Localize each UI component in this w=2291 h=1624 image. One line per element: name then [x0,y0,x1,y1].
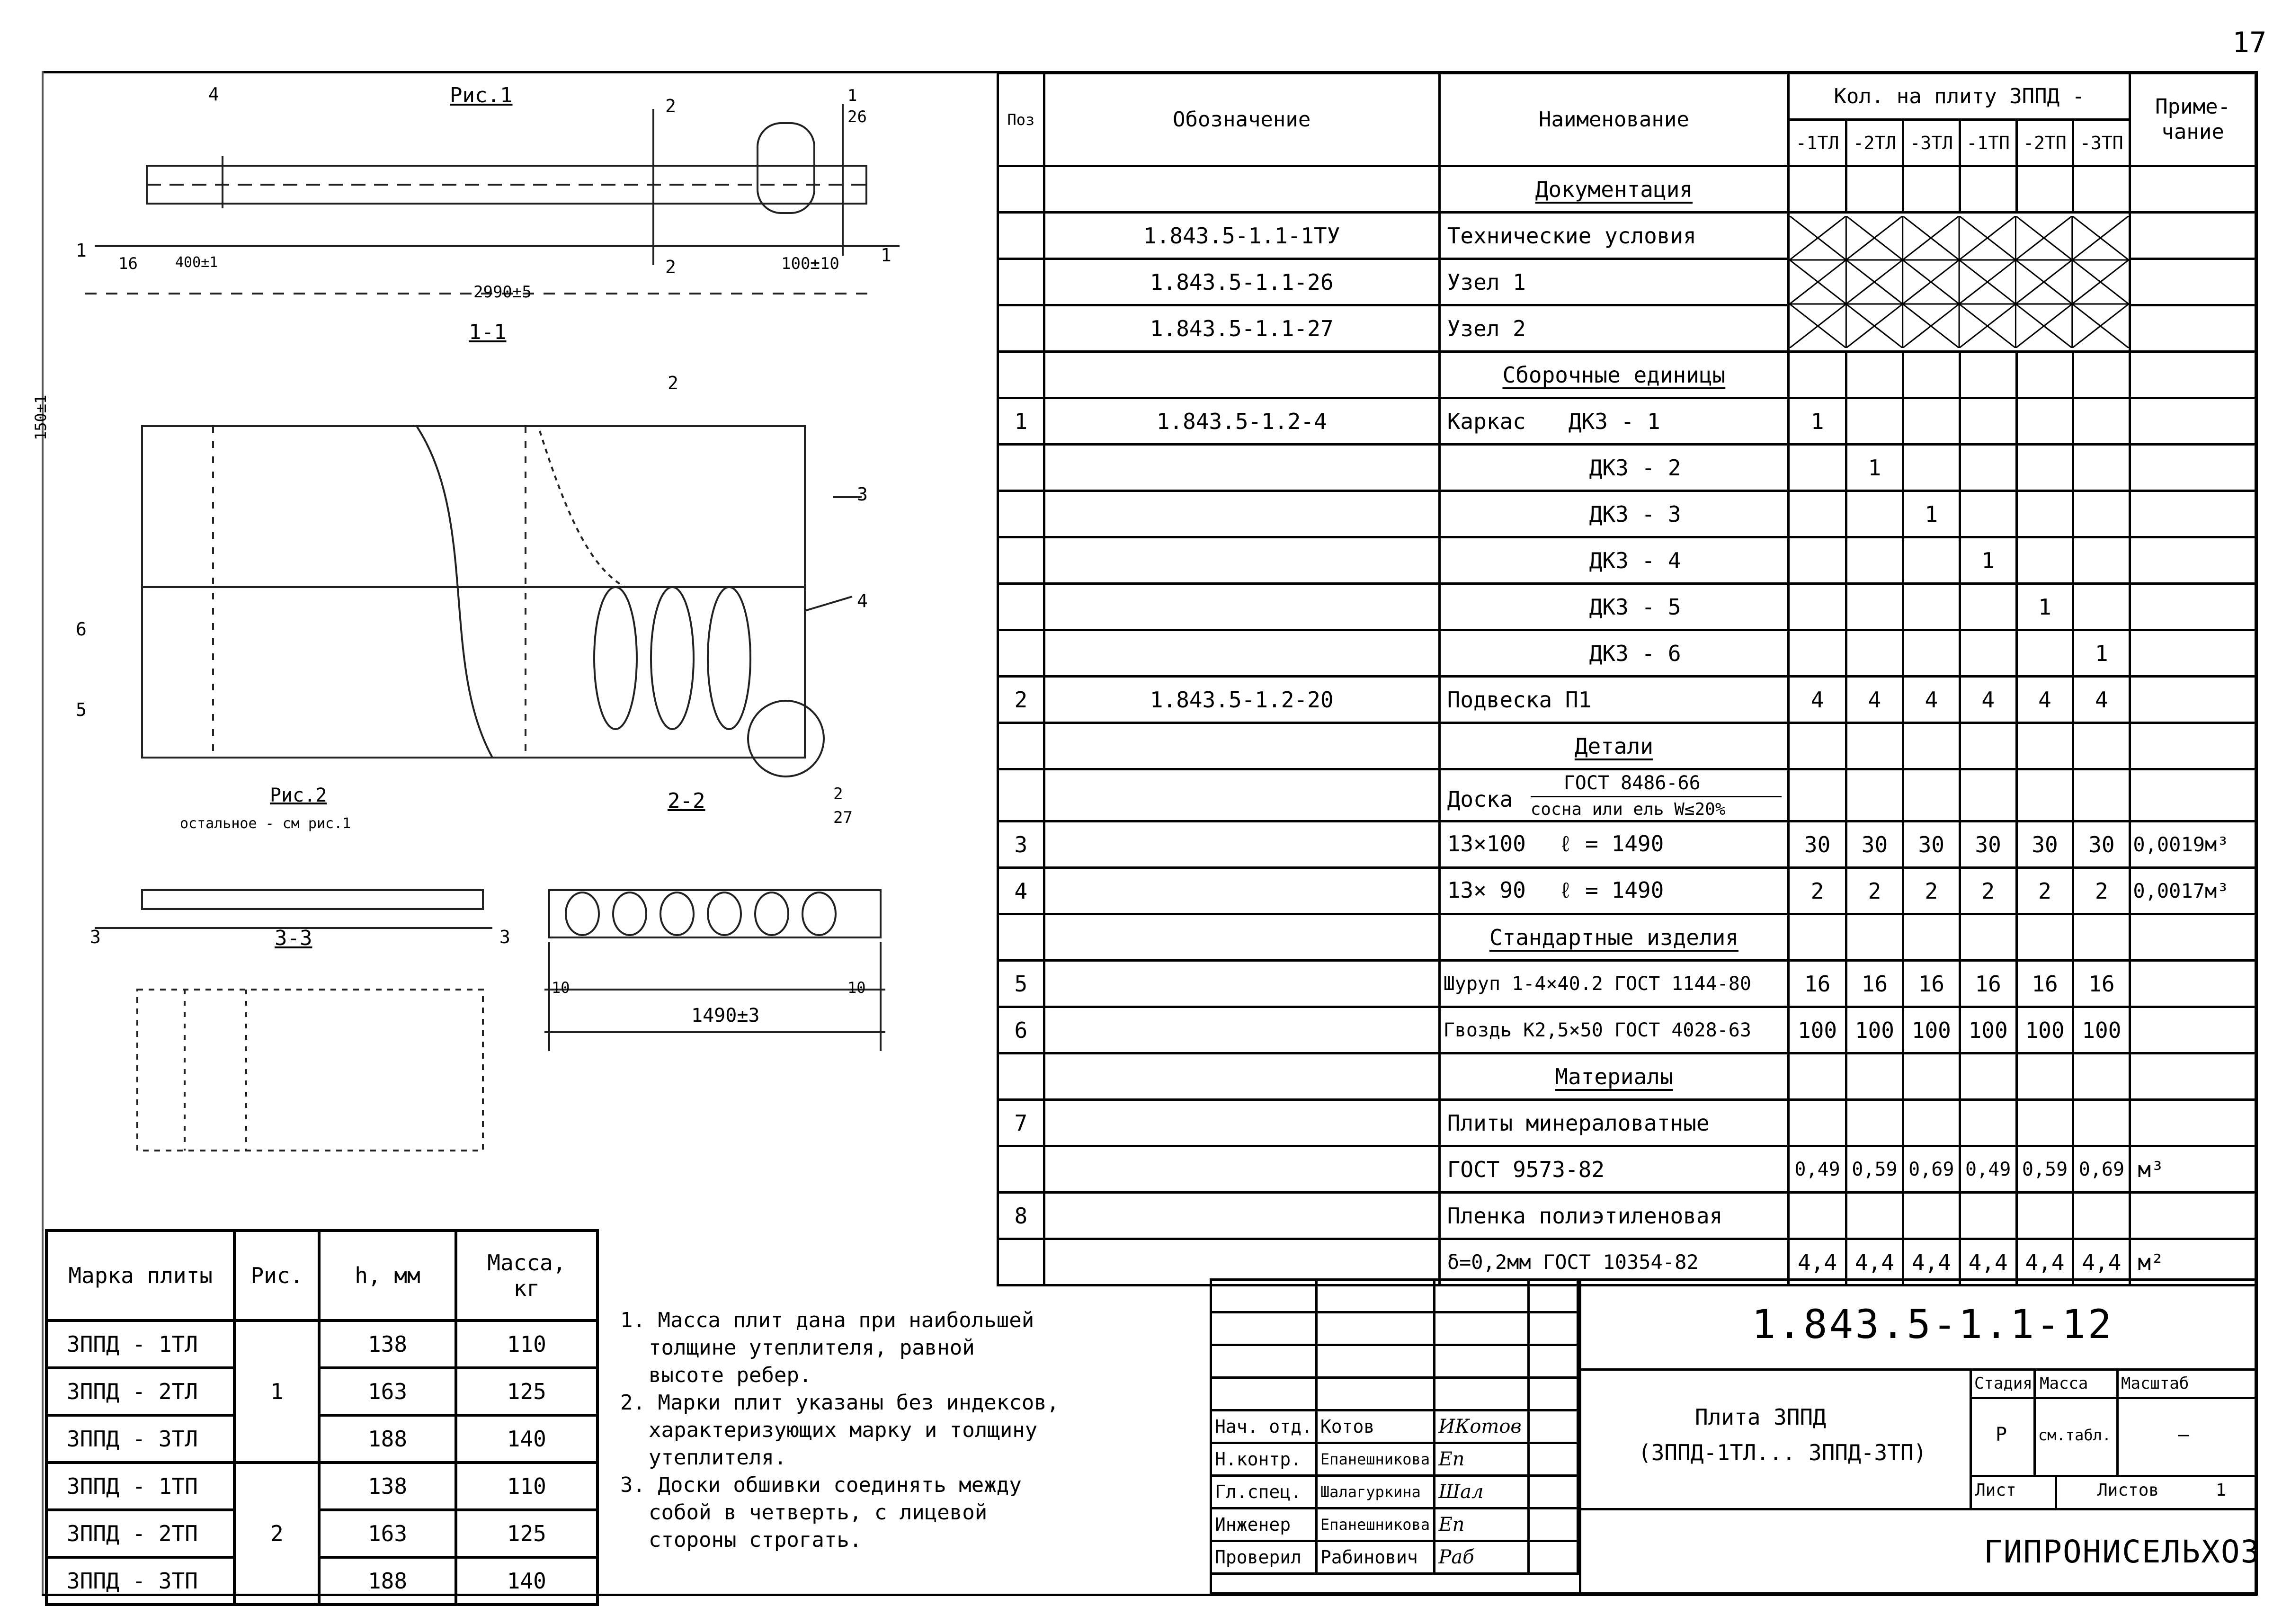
stamp-grid-h2 [1970,1475,2257,1477]
node-ref-2-sheet: 27 [833,808,853,827]
stage-value: Р [1996,1424,2007,1446]
doc-name: Узел 1 [1439,259,1788,305]
mark-3-right: 3 [857,484,868,505]
fig1-title: Рис.1 [450,83,513,107]
marks-row [46,1510,597,1557]
fig2-plate-elevation [142,890,483,909]
col-designation: Обозначение [1044,73,1439,166]
signer-name: Котов [1316,1410,1435,1443]
title-block [1210,1278,2261,1595]
note-line: характеризующих марку и толщину [649,1418,1038,1442]
frame-row: ДКЗ - 2 1 [998,445,2256,491]
sheets-value: 1 [2216,1481,2226,1500]
cut-1-left: 1 [76,240,87,261]
board-name: Доска [1447,786,1513,812]
col-pos: Поз [998,73,1044,166]
qty-cell: 2 [1960,868,2016,914]
section-details [998,723,2256,769]
qty-cell: 2 [1903,868,1960,914]
cut-3-right: 3 [499,927,510,947]
frame-row: ДКЗ - 5 1 [998,584,2256,630]
stamp-line-1 [1581,1368,2257,1371]
doc-designation: 1.843.5-1.1-1ТУ [1044,213,1439,259]
mat-name: ГОСТ 9573-82 [1439,1146,1788,1193]
board-row [998,769,2256,821]
doc-designation: 1.843.5-1.1-26 [1044,259,1439,305]
mass-cell: 125 [456,1510,597,1557]
detail-note: 0,0017м³ [2130,868,2256,914]
qty-cell: 30 [1789,821,1846,868]
h-cell: 188 [319,1557,455,1605]
frame-name: Каркас [1447,408,1526,434]
mass-cell: 140 [456,1557,597,1605]
organization-name: ГИПРОНИСЕЛЬХОЗ [1984,1534,2261,1570]
section-1-1-title: 1-1 [469,320,507,344]
std-name: Шуруп 1-4×40.2 ГОСТ 1144-80 [1439,961,1788,1007]
page-number: 17 [2232,26,2267,59]
plate-marks-table [45,1229,599,1606]
frame-item: ДКЗ - 1 [1568,408,1660,434]
hanger-designation: 1.843.5-1.2-20 [1044,677,1439,723]
frame-item: ДКЗ - 4 [1589,547,1681,573]
col-1tp: -1ТП [1960,120,2016,166]
signature: ИКотов [1435,1410,1528,1443]
doc-name: Технические условия [1439,213,1788,259]
note-line: высоте ребер. [649,1363,812,1387]
signer-name: Шалагуркина [1316,1476,1435,1508]
frame-row: ДКЗ - 6 1 [998,630,2256,677]
section-assembly-title: Сборочные единицы [1502,362,1726,388]
section-3-3-title: 3-3 [275,926,312,950]
mark-cell: ЗППД - 3ТЛ [46,1415,234,1463]
signers-table [1210,1278,1579,1575]
qty-cell: 4 [2016,677,2073,723]
qty-cell: 4 [1789,677,1846,723]
qty-cell: 16 [2016,961,2073,1007]
qty-cell: 4,4 [1903,1239,1960,1285]
mat-name: Пленка полиэтиленовая [1439,1193,1788,1239]
std-pos: 5 [998,961,1044,1007]
board-divider [1531,796,1782,797]
node-ref-1: 1 [847,86,857,105]
mat-name: Плиты минераловатные [1439,1100,1788,1146]
qty-cell: 100 [1960,1007,2016,1053]
qty-cell: 100 [1903,1007,1960,1053]
detail-pos: 3 [998,821,1044,868]
signer-row [1211,1508,1578,1541]
detail-row [998,868,2256,914]
mark-cell: ЗППД - 2ТП [46,1510,234,1557]
qty-cell: 16 [1903,961,1960,1007]
signer-role: Гл.спец. [1211,1476,1317,1508]
qty-cell: 0,59 [2016,1146,2073,1193]
frame-item: ДКЗ - 3 [1589,501,1681,527]
plate-title-line2: (ЗППД-1ТЛ... ЗППД-3ТП) [1638,1440,1927,1465]
marks-row [46,1557,597,1605]
hanger-row [998,677,2256,723]
marks-header-fig: Рис. [234,1231,319,1321]
marks-row [46,1463,597,1510]
note-line: стороны строгать. [649,1528,862,1552]
col-2tp: -2ТП [2016,120,2073,166]
marks-header-mass: Масса, кг [456,1231,597,1321]
frame-row: 1 1.843.5-1.2-4 Каркас ДКЗ - 1 1 [998,398,2256,445]
qty-cell: 16 [1960,961,2016,1007]
std-name: Гвоздь К2,5×50 ГОСТ 4028-63 [1439,1007,1788,1053]
mark-6-left: 6 [76,619,87,640]
note-line: 2. Марки плит указаны без индексов, [620,1391,1060,1415]
dim-width: 1490±3 [691,1005,760,1026]
cut-2-top: 2 [665,96,676,116]
marks-header-row [46,1231,597,1321]
col-note: Приме-чание [2130,73,2256,166]
signature: Раб [1435,1541,1528,1574]
qty-cell: 4 [2073,677,2130,723]
h-cell: 188 [319,1415,455,1463]
detail-name: 13×100 [1447,831,1526,857]
dim-100: 100±10 [781,254,839,273]
std-pos: 6 [998,1007,1044,1053]
fig2-title: Рис.2 [270,785,327,806]
dim-length: 2990±5 [473,283,532,302]
frame-row: ДКЗ - 4 1 [998,537,2256,584]
material-row [998,1193,2256,1239]
fig-cell: 2 [234,1463,319,1605]
mass-cell: 110 [456,1321,597,1368]
section-materials-title: Материалы [1555,1063,1673,1089]
signer-row [1211,1541,1578,1574]
mat-pos: 7 [998,1100,1044,1146]
h-cell: 138 [319,1321,455,1368]
mark-cell: ЗППД - 2ТЛ [46,1368,234,1415]
qty-cell: 2 [1789,868,1846,914]
detail-length: ℓ = 1490 [1559,831,1664,857]
qty-cell: 30 [1960,821,2016,868]
qty-cell: 4 [1903,677,1960,723]
sheets-header: Листов [2097,1481,2159,1500]
frame-item: ДКЗ - 2 [1589,455,1681,481]
dim-400: 400±1 [175,254,218,271]
h-cell: 163 [319,1368,455,1415]
note-line: толщине утеплителя, равной [649,1336,975,1360]
stamp-line-2 [1581,1508,2257,1510]
stage-header: Стадия [1974,1374,2032,1393]
section-documentation-title: Документация [1535,176,1693,202]
scale-header: Масштаб [2121,1374,2189,1393]
node-ref-2: 2 [833,785,843,803]
mat-name: δ=0,2мм ГОСТ 10354-82 [1439,1239,1788,1285]
qty-cell: 100 [1789,1007,1846,1053]
section-2-2-title: 2-2 [668,789,705,813]
mass-cell: 140 [456,1415,597,1463]
scale-value: — [2178,1424,2190,1446]
h-cell: 138 [319,1463,455,1510]
frame-designation: 1.843.5-1.2-4 [1044,398,1439,445]
section-materials [998,1053,2256,1100]
qty-cell: 2 [1846,868,1903,914]
marks-row [46,1368,597,1415]
signer-role: Инженер [1211,1508,1317,1541]
qty-cell: 0,49 [1789,1146,1846,1193]
qty-cell: 30 [2016,821,2073,868]
mark-4-right: 4 [857,590,868,611]
frame-pos: 1 [998,398,1044,445]
marks-row [46,1321,597,1368]
section-details-title: Детали [1574,733,1654,759]
detail-length: ℓ = 1490 [1559,877,1664,903]
signature: Еп [1435,1443,1528,1476]
stamp-grid-v1 [2033,1368,2036,1475]
col-3tp: -3ТП [2073,120,2130,166]
qty-cell: 100 [1846,1007,1903,1053]
signer-row [1211,1476,1578,1508]
document-code: 1.843.5-1.1-12 [1752,1301,2114,1347]
qty-cell: 4,4 [1960,1239,2016,1285]
mark-2-top: 2 [668,373,678,393]
board-gost: ГОСТ 8486-66 [1563,772,1701,794]
signer-role: Проверил [1211,1541,1317,1574]
material-row [998,1100,2256,1146]
signer-name: Епанешникова [1316,1443,1435,1476]
col-1tl: -1ТЛ [1789,120,1846,166]
sheet-header: Лист [1975,1481,2016,1500]
mass-cell: 125 [456,1368,597,1415]
qty-cell: 100 [2016,1007,2073,1053]
node-ref-1-sheet: 26 [847,107,867,126]
h-cell: 163 [319,1510,455,1557]
detail-pos: 4 [998,868,1044,914]
crossed-out-cells [1789,213,2130,352]
note-line: 1. Масса плит дана при наибольшей [620,1308,1034,1332]
qty-cell: 16 [2073,961,2130,1007]
dim-10-left: 10 [552,979,570,997]
qty-cell: 100 [2073,1007,2130,1053]
mat-note: м² [2130,1239,2256,1285]
qty-cell: 4 [1960,677,2016,723]
qty-cell: 30 [1903,821,1960,868]
signer-name: Епанешникова [1316,1508,1435,1541]
fig-cell: 1 [234,1321,319,1463]
qty-cell: 0,49 [1960,1146,2016,1193]
note-line: 3. Доски обшивки соединять между [620,1473,1022,1497]
detail-note: 0,0019м³ [2130,821,2256,868]
mass-cell: 110 [456,1463,597,1510]
doc-name: Узел 2 [1439,305,1788,352]
signer-role: Н.контр. [1211,1443,1317,1476]
mat-pos: 8 [998,1193,1044,1239]
col-qty: Кол. на плиту ЗППД - [1789,73,2130,120]
detail-name: 13× 90 [1447,877,1526,903]
signature: Еп [1435,1508,1528,1541]
stamp-divider-vertical [1579,1281,1581,1595]
mass-value: см.табл. [2038,1426,2112,1444]
signer-row [1211,1410,1578,1443]
note-line: утеплителя. [649,1446,787,1470]
col-3tl: -3ТЛ [1903,120,1960,166]
cut-2-bottom: 2 [665,257,676,277]
material-row [998,1146,2256,1193]
qty-cell: 16 [1846,961,1903,1007]
node-2-marker [748,701,824,776]
standard-row [998,1007,2256,1053]
qty-cell: 4 [1846,677,1903,723]
signature: Шал [1435,1476,1528,1508]
signer-row [1211,1443,1578,1476]
marks-header-mark: Марка плиты [46,1231,234,1321]
note-line: собой в четверть, с лицевой [649,1500,988,1525]
qty-cell: 4,4 [2016,1239,2073,1285]
qty-cell: 2 [2073,868,2130,914]
frame-item: ДКЗ - 5 [1589,594,1681,620]
section-standard [998,914,2256,961]
col-name: Наименование [1439,73,1788,166]
mass-header: Масса [2040,1374,2088,1393]
qty-cell: 30 [2073,821,2130,868]
signer-role: Нач. отд. [1211,1410,1317,1443]
dim-height: 150±1 [32,394,50,440]
standard-row [998,961,2256,1007]
cut-3-left: 3 [90,927,101,947]
doc-row [998,213,2256,259]
mat-note: м³ [2130,1146,2256,1193]
specification-table [997,72,2257,1286]
board-spec: сосна или ель W≤20% [1530,800,1726,819]
plate-title-line1: Плита ЗППД [1695,1404,1826,1430]
doc-designation: 1.843.5-1.1-27 [1044,305,1439,352]
fig2-note: остальное - см рис.1 [180,815,351,832]
notes-block [620,1307,1059,1554]
stamp-divider-title [1970,1368,1972,1510]
detail-row [998,821,2256,868]
stamp-grid-h1 [1970,1397,2257,1399]
qty-cell: 30 [1846,821,1903,868]
qty-cell: 4,4 [2073,1239,2130,1285]
qty-cell: 2 [2016,868,2073,914]
qty-cell: 0,69 [1903,1146,1960,1193]
marks-header-h: h, мм [319,1231,455,1321]
mark-cell: ЗППД - 1ТП [46,1463,234,1510]
mark-cell: ЗППД - 3ТП [46,1557,234,1605]
section-assembly [998,352,2256,398]
hanger-name: Подвеска П1 [1439,677,1788,723]
qty-cell: 16 [1789,961,1846,1007]
signer-name: Рабинович [1316,1541,1435,1574]
qty-cell: 0,59 [1846,1146,1903,1193]
mark-cell: ЗППД - 1ТЛ [46,1321,234,1368]
dim-10-right: 10 [847,979,866,997]
frame-row: ДКЗ - 3 1 [998,491,2256,537]
section-documentation [998,166,2256,213]
qty-cell: 4,4 [1789,1239,1846,1285]
frame-item: ДКЗ - 6 [1589,640,1681,666]
qty-cell: 0,69 [2073,1146,2130,1193]
mark-4-top: 4 [208,84,219,105]
technical-drawings [0,0,985,1212]
col-2tl: -2ТЛ [1846,120,1903,166]
section-standard-title: Стандартные изделия [1489,924,1739,950]
section-3-3-plan [137,990,483,1151]
qty-cell: 4,4 [1846,1239,1903,1285]
hanger-pos: 2 [998,677,1044,723]
stamp-grid-v3 [2055,1475,2057,1508]
dim-16: 16 [118,254,138,273]
mark-5-left: 5 [76,699,87,720]
spec-header-row [998,73,2256,120]
fig1-node-detail [758,123,814,213]
cut-1-right: 1 [881,245,891,266]
stamp-grid-v2 [2116,1368,2119,1475]
marks-row [46,1415,597,1463]
